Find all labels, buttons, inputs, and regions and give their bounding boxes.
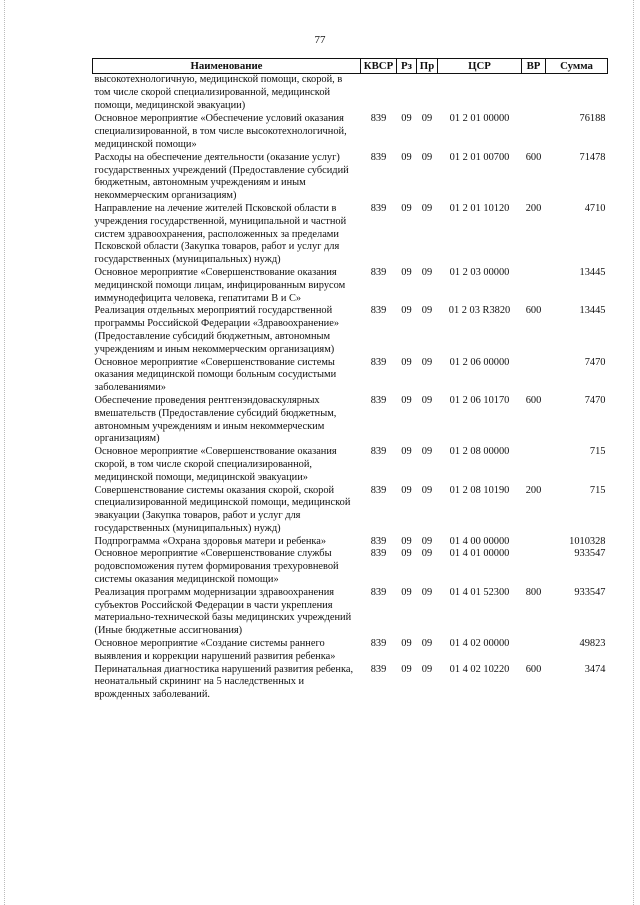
cell-csr: 01 2 03 00000 bbox=[449, 266, 510, 278]
table-row bbox=[93, 152, 608, 203]
cell-rz: 09 bbox=[401, 446, 412, 458]
cell-name: Реализация программ модернизации здравоохранения субъектов Российской Федерации в части укрепления материально-технической базы медицинских учреждений (Иные бюджетные ассигнования) bbox=[94, 586, 352, 637]
cell-kvsr: 839 bbox=[370, 266, 387, 278]
cell-rz: 09 bbox=[401, 638, 412, 650]
cell-kvsr: 839 bbox=[370, 446, 387, 458]
cell-rz: 09 bbox=[401, 113, 412, 125]
cell-csr: 01 2 01 00700 bbox=[449, 151, 510, 163]
cell-kvsr: 839 bbox=[370, 663, 387, 675]
cell-pr: 09 bbox=[421, 113, 433, 125]
cell-csr: 01 4 01 00000 bbox=[449, 548, 510, 560]
header-rz: Рз bbox=[397, 59, 417, 74]
table-row bbox=[93, 638, 608, 664]
cell-csr: 01 2 01 10120 bbox=[449, 202, 510, 214]
cell-vr: 800 bbox=[525, 586, 542, 598]
cell-kvsr: 839 bbox=[370, 394, 387, 406]
cell-vr bbox=[522, 113, 546, 151]
cell-sum: 76188 bbox=[579, 113, 606, 125]
cell-kvsr: 839 bbox=[370, 548, 387, 560]
cell-sum: 13445 bbox=[579, 266, 606, 278]
cell-vr: 600 bbox=[525, 151, 542, 163]
cell-name: Расходы на обеспечение деятельности (оказание услуг) государственных учреждений (Предоставление субсидий бюджетным, автономным учреждениям и иным некоммерческим организациям) bbox=[94, 151, 349, 202]
cell-vr: 600 bbox=[525, 394, 542, 406]
cell-rz: 09 bbox=[401, 266, 412, 278]
table-body bbox=[93, 74, 608, 703]
cell-pr: 09 bbox=[421, 484, 433, 496]
header-kvsr: КВСР bbox=[361, 59, 397, 74]
budget-table bbox=[92, 58, 608, 702]
table-row bbox=[93, 536, 608, 549]
cell-pr: 09 bbox=[421, 202, 433, 214]
cell-sum: 3474 bbox=[584, 663, 606, 675]
cell-name: Обеспечение проведения рентгенэндоваскулярных вмешательств (Предоставление субсидий бюджетным, автономным учреждениям и иным некоммерческим организациям) bbox=[94, 394, 337, 445]
cell-kvsr: 839 bbox=[370, 151, 387, 163]
table-row bbox=[93, 305, 608, 356]
cell-csr: 01 2 06 00000 bbox=[449, 356, 510, 368]
page-number: 77 bbox=[314, 34, 326, 46]
cell-vr bbox=[522, 446, 546, 484]
cell-sum: 4710 bbox=[584, 202, 606, 214]
table-row bbox=[93, 113, 608, 151]
cell-rz: 09 bbox=[401, 586, 412, 598]
cell-csr: 01 2 03 R3820 bbox=[448, 305, 511, 317]
cell-rz: 09 bbox=[401, 535, 412, 547]
cell-name: Основное мероприятие «Совершенствование службы родовспоможения путем формирования трехуровневой системы оказания медицинской помощи» bbox=[94, 548, 339, 586]
cell-name: Совершенствование системы оказания скорой, скорой специализированной медицинской помощи, медицинской эвакуации (Закупка товаров, работ и услуг для государственных (муниципальных) нужд) bbox=[94, 484, 351, 534]
cell-rz: 09 bbox=[401, 484, 412, 496]
cell-csr: 01 4 00 00000 bbox=[449, 535, 510, 547]
cell-rz: 09 bbox=[401, 305, 412, 317]
cell-kvsr: 839 bbox=[370, 305, 387, 317]
cell-pr: 09 bbox=[421, 266, 433, 278]
header-pr: Пр bbox=[417, 59, 438, 74]
cell-vr: 600 bbox=[525, 663, 542, 675]
cell-name: Основное мероприятие «Создание системы раннего выявления и коррекции нарушений развития ребенка» bbox=[94, 638, 336, 662]
table-row bbox=[93, 664, 608, 702]
cell-sum: 715 bbox=[589, 446, 606, 458]
cell-pr: 09 bbox=[421, 305, 433, 317]
cell-pr: 09 bbox=[421, 356, 433, 368]
cell-csr: 01 4 02 10220 bbox=[449, 663, 510, 675]
cell-name: Реализация отдельных мероприятий государственной программы Российской Федерации «Здравоохранение» (Предоставление субсидий бюджетным, автономным учреждениям и иным некоммерческим организациям) bbox=[94, 305, 340, 355]
cell-rz: 09 bbox=[401, 548, 412, 560]
cell-name: Основное мероприятие «Совершенствование оказания медицинской помощи лицам, инфицированным вирусом иммунодефицита человека, гепатитами В и С» bbox=[94, 266, 346, 304]
cell-kvsr: 839 bbox=[370, 586, 387, 598]
cell-name: Основное мероприятие «Совершенствование оказания скорой, в том числе скорой специализированной, медицинской помощи, медицинской эвакуации» bbox=[94, 446, 337, 483]
header-csr: ЦСР bbox=[438, 59, 522, 74]
cell-sum: 13445 bbox=[579, 305, 606, 317]
cell-sum: 7470 bbox=[584, 356, 606, 368]
cell-kvsr: 839 bbox=[370, 484, 387, 496]
table-row bbox=[93, 485, 608, 536]
cell-kvsr: 839 bbox=[370, 202, 387, 214]
header-name: Наименование bbox=[93, 59, 361, 74]
table-row bbox=[93, 395, 608, 446]
cell-sum: 715 bbox=[589, 484, 606, 496]
cell-pr: 09 bbox=[421, 151, 433, 163]
table-row bbox=[93, 203, 608, 267]
cell-sum: 1010328 bbox=[569, 535, 606, 547]
cell-pr: 09 bbox=[421, 586, 433, 598]
cell-pr: 09 bbox=[421, 394, 433, 406]
cell-vr bbox=[522, 548, 546, 586]
header-vr: ВР bbox=[522, 59, 546, 74]
cell-pr: 09 bbox=[421, 548, 433, 560]
cell-csr: 01 2 08 00000 bbox=[449, 446, 510, 458]
cell-rz: 09 bbox=[401, 202, 412, 214]
cell-sum: 933547 bbox=[574, 586, 606, 598]
cell-pr: 09 bbox=[421, 535, 433, 547]
cell-pr: 09 bbox=[421, 446, 433, 458]
cell-name: Направление на лечение жителей Псковской области в учреждения государственной, муниципальной и частной систем здравоохранения, расположенных за пределами Псковской области (Закупка товаров, работ и услуг для государственных (муниципальных) нужд) bbox=[94, 202, 347, 266]
table-row bbox=[93, 548, 608, 586]
cell-name: Подпрограмма «Охрана здоровья матери и ребенка» bbox=[94, 535, 327, 547]
scan-edge-right bbox=[633, 0, 635, 905]
cell-vr bbox=[522, 267, 546, 305]
cell-csr: 01 2 06 10170 bbox=[449, 394, 510, 406]
cell-kvsr: 839 bbox=[370, 113, 387, 125]
cell-name: Основное мероприятие «Обеспечение условий оказания специализированной, в том числе высокотехнологичной, медицинской помощи» bbox=[94, 113, 347, 150]
cell-name: Основное мероприятие «Совершенствование системы оказания медицинской помощи больным сосудистыми заболеваниями» bbox=[94, 356, 337, 394]
cell-kvsr: 839 bbox=[370, 535, 387, 547]
table-row bbox=[93, 446, 608, 484]
cell-rz: 09 bbox=[401, 394, 412, 406]
cell-csr: 01 2 08 10190 bbox=[449, 484, 510, 496]
cell-sum: 933547 bbox=[574, 548, 606, 560]
header-sum: Сумма bbox=[546, 59, 608, 74]
cell-csr: 01 2 01 00000 bbox=[449, 113, 510, 125]
cell-rz: 09 bbox=[401, 356, 412, 368]
table-header bbox=[93, 59, 608, 74]
cell-vr bbox=[522, 536, 546, 549]
cell-pr: 09 bbox=[421, 638, 433, 650]
cell-pr: 09 bbox=[421, 663, 433, 675]
continuation-text: высокотехнологичную, медицинской помощи, скорой, в том числе скорой специализированной, медицинской помощи, медицинской эвакуации) bbox=[94, 74, 343, 111]
cell-vr: 200 bbox=[525, 202, 542, 214]
cell-vr bbox=[522, 357, 546, 395]
cell-sum: 71478 bbox=[579, 151, 606, 163]
scan-edge-left bbox=[4, 0, 6, 905]
cell-sum: 49823 bbox=[579, 638, 606, 650]
table-row bbox=[93, 357, 608, 395]
cell-csr: 01 4 01 52300 bbox=[449, 586, 510, 598]
cell-csr: 01 4 02 00000 bbox=[449, 638, 510, 650]
table-row bbox=[93, 587, 608, 638]
table-row bbox=[93, 267, 608, 305]
cell-sum: 7470 bbox=[584, 394, 606, 406]
cell-name: Перинатальная диагностика нарушений развития ребенка, неонатальный скрининг на 5 наследственных и врожденных заболеваний. bbox=[94, 663, 354, 701]
cell-rz: 09 bbox=[401, 151, 412, 163]
cell-vr: 200 bbox=[525, 484, 542, 496]
cell-kvsr: 839 bbox=[370, 356, 387, 368]
cell-kvsr: 839 bbox=[370, 638, 387, 650]
cell-vr: 600 bbox=[525, 305, 542, 317]
cell-rz: 09 bbox=[401, 663, 412, 675]
table-row-continuation bbox=[93, 74, 608, 114]
cell-vr bbox=[522, 638, 546, 664]
